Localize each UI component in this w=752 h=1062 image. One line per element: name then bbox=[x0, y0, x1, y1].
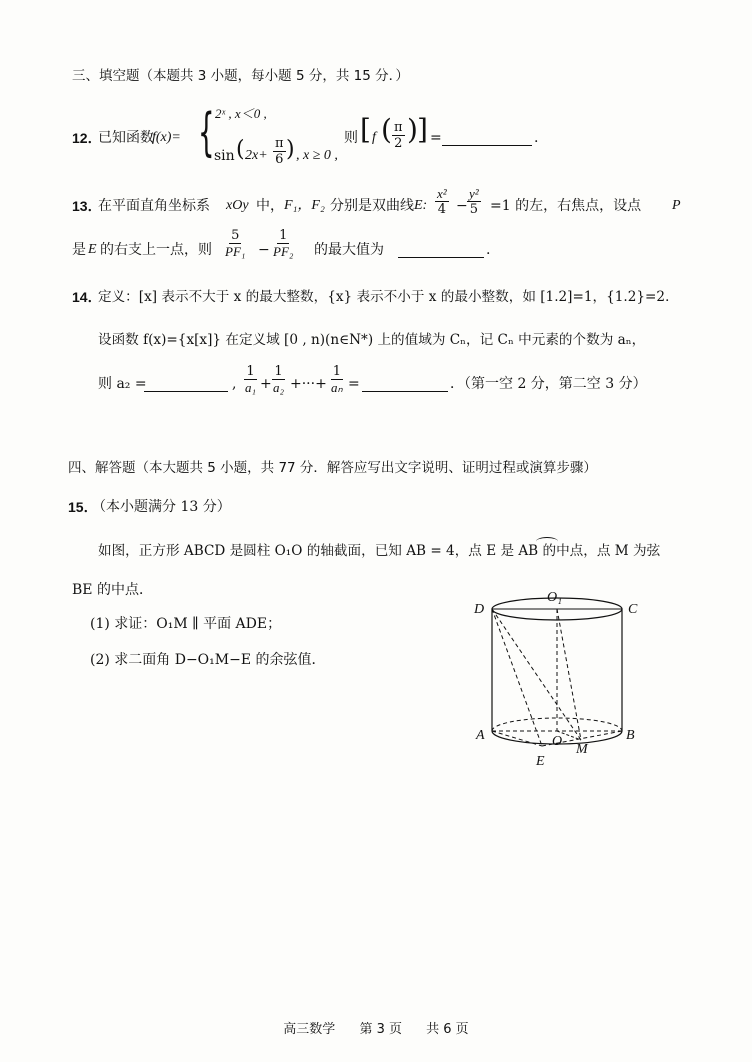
fraction-numerator: π bbox=[275, 136, 284, 151]
question-number: 14． bbox=[72, 289, 102, 305]
question-text-a2: 则 a₂ = bbox=[98, 376, 147, 392]
curve-name: E: bbox=[414, 198, 428, 213]
label-E: E bbox=[536, 754, 545, 769]
minus-sign: − bbox=[258, 242, 270, 258]
paren-open: ( bbox=[236, 137, 245, 162]
score-info: （本小题满分 13 分） bbox=[92, 499, 231, 515]
label-D: D bbox=[474, 602, 485, 617]
piecewise-case-2-condition: , x ≥ 0 , bbox=[296, 148, 338, 163]
fraction-denominator: 5 bbox=[469, 202, 478, 217]
fraction-y2-over-5 bbox=[467, 186, 481, 217]
question-text: 的右支上一点，则 bbox=[100, 242, 212, 258]
piecewise-brace: { bbox=[198, 103, 215, 163]
equals-sign: = bbox=[430, 130, 442, 146]
foci-labels: F₁，F₂ bbox=[284, 198, 325, 213]
fraction-denominator: 4 bbox=[437, 202, 446, 217]
fraction-1-over-a1 bbox=[243, 364, 258, 395]
section-heading-fill-in: 三、填空题（本题共 3 小题，每小题 5 分，共 15 分．） bbox=[72, 68, 409, 84]
label-B: B bbox=[626, 728, 635, 743]
period: . bbox=[486, 242, 491, 258]
fraction-numerator: 1 bbox=[246, 364, 255, 379]
fraction-1-over-pf2 bbox=[271, 228, 295, 259]
cylinder-diagram bbox=[468, 585, 648, 775]
question-text: 中， bbox=[256, 198, 284, 214]
fraction-denominator: aₙ bbox=[331, 380, 343, 395]
fraction-numerator: π bbox=[394, 120, 403, 135]
curve-name: E bbox=[88, 242, 97, 257]
label-M: M bbox=[576, 742, 588, 757]
fraction-numerator: 1 bbox=[274, 364, 283, 379]
fraction-denominator: 2 bbox=[394, 136, 403, 151]
fraction-numerator: 1 bbox=[279, 228, 288, 243]
paren-open-2: ( bbox=[381, 113, 392, 146]
section-heading-solutions: 四、解答题（本大题共 5 小题，共 77 分．解答应写出文字说明、证明过程或演算步骤） bbox=[68, 460, 597, 476]
segment-O1M bbox=[557, 609, 581, 740]
equals-sign: = bbox=[348, 376, 360, 392]
question-text-line-1: 如图，正方形 ABCD 是圆柱 O₁O 的轴截面，已知 AB = 4，点 E 是 AB 的中点，点 M 为弦 bbox=[98, 543, 661, 559]
point-label: P bbox=[672, 198, 681, 213]
answer-blank-12[interactable] bbox=[442, 131, 532, 146]
question-text-line-2: 设函数 f(x)={x[x]} 在定义域 [0 , n)(n∈N*) 上的值域为 Cₙ，记 Cₙ 中元素的个数为 aₙ， bbox=[98, 332, 646, 348]
coordinate-system: xOy bbox=[226, 198, 249, 213]
fraction-numerator: 5 bbox=[231, 228, 240, 243]
fraction-5-over-pf1 bbox=[223, 228, 247, 259]
bracket-open: [ bbox=[360, 113, 371, 146]
paren-close-2: ) bbox=[407, 113, 418, 146]
score-note: ．（第一空 2 分，第二空 3 分） bbox=[450, 376, 647, 392]
fraction-numerator: y² bbox=[469, 186, 479, 201]
fraction-1-over-a2 bbox=[271, 364, 286, 395]
page-footer bbox=[0, 1018, 752, 1037]
piecewise-case-1: 2ˣ , x＜0 , bbox=[215, 106, 267, 121]
piecewise-case-2-sin: sin bbox=[214, 148, 235, 164]
arc-mark bbox=[536, 537, 558, 546]
fraction-denominator: a₂ bbox=[273, 380, 285, 395]
question-text-line-2: BE 的中点． bbox=[72, 582, 153, 598]
question-number: 12． bbox=[72, 130, 102, 146]
fraction-x2-over-4 bbox=[435, 186, 449, 217]
fraction-denominator: a₁ bbox=[245, 380, 257, 395]
footer-page-number: 第 3 页 bbox=[359, 1022, 402, 1037]
label-O1: O₁ bbox=[547, 590, 562, 605]
segment-DM bbox=[492, 609, 581, 740]
label-O: O bbox=[552, 734, 563, 749]
then-word: 则 bbox=[344, 130, 358, 146]
part-2: (2) 求二面角 D−O₁M−E 的余弦值． bbox=[90, 652, 326, 668]
fraction-numerator: 1 bbox=[332, 364, 341, 379]
part-1: (1) 求证：O₁M ∥ 平面 ADE； bbox=[90, 616, 282, 632]
answer-blank-14-1[interactable] bbox=[144, 377, 228, 392]
question-text-line-1: 定义：[x] 表示不大于 x 的最大整数，{x} 表示不小于 x 的最小整数，如 [1.2]=1，{1.2}=2． bbox=[98, 289, 679, 305]
plus-sign: + bbox=[260, 376, 272, 392]
question-text: 在平面直角坐标系 bbox=[98, 198, 210, 214]
minus-sign: − bbox=[456, 198, 468, 214]
question-text: =1 的左，右焦点，设点 bbox=[490, 198, 642, 214]
answer-blank-14-2[interactable] bbox=[362, 377, 448, 392]
answer-blank-13[interactable] bbox=[398, 243, 484, 258]
fraction-denominator: PF₂ bbox=[273, 244, 294, 259]
question-text: 是 bbox=[72, 242, 86, 258]
question-lead: 已知函数 bbox=[98, 130, 154, 146]
question-number: 13． bbox=[72, 198, 102, 214]
fraction-pi-over-2 bbox=[392, 120, 405, 151]
segment-AE bbox=[492, 731, 542, 746]
piecewise-case-2-arg: 2x+ bbox=[245, 148, 268, 163]
paren-close: ) bbox=[286, 137, 295, 162]
fraction-denominator: 6 bbox=[275, 152, 284, 167]
fraction-1-over-an bbox=[329, 364, 345, 395]
fraction-denominator: PF₁ bbox=[225, 244, 246, 259]
footer-total-pages: 共 6 页 bbox=[426, 1022, 469, 1037]
question-text: 分别是双曲线 bbox=[330, 198, 414, 214]
question-text: 的最大值为 bbox=[314, 242, 384, 258]
bracket-close: ] bbox=[417, 113, 428, 146]
label-A: A bbox=[476, 728, 485, 743]
function-name: f(x)= bbox=[152, 130, 181, 145]
footer-subject: 高三数学 bbox=[283, 1022, 336, 1037]
label-C: C bbox=[628, 602, 638, 617]
ellipsis-plus: +···+ bbox=[290, 376, 327, 392]
fraction-numerator: x² bbox=[437, 186, 447, 201]
comma: , bbox=[232, 376, 237, 392]
outer-f: f bbox=[372, 130, 376, 145]
period: . bbox=[534, 130, 539, 146]
fraction-pi-over-6 bbox=[273, 136, 286, 167]
question-number: 15． bbox=[68, 499, 98, 515]
